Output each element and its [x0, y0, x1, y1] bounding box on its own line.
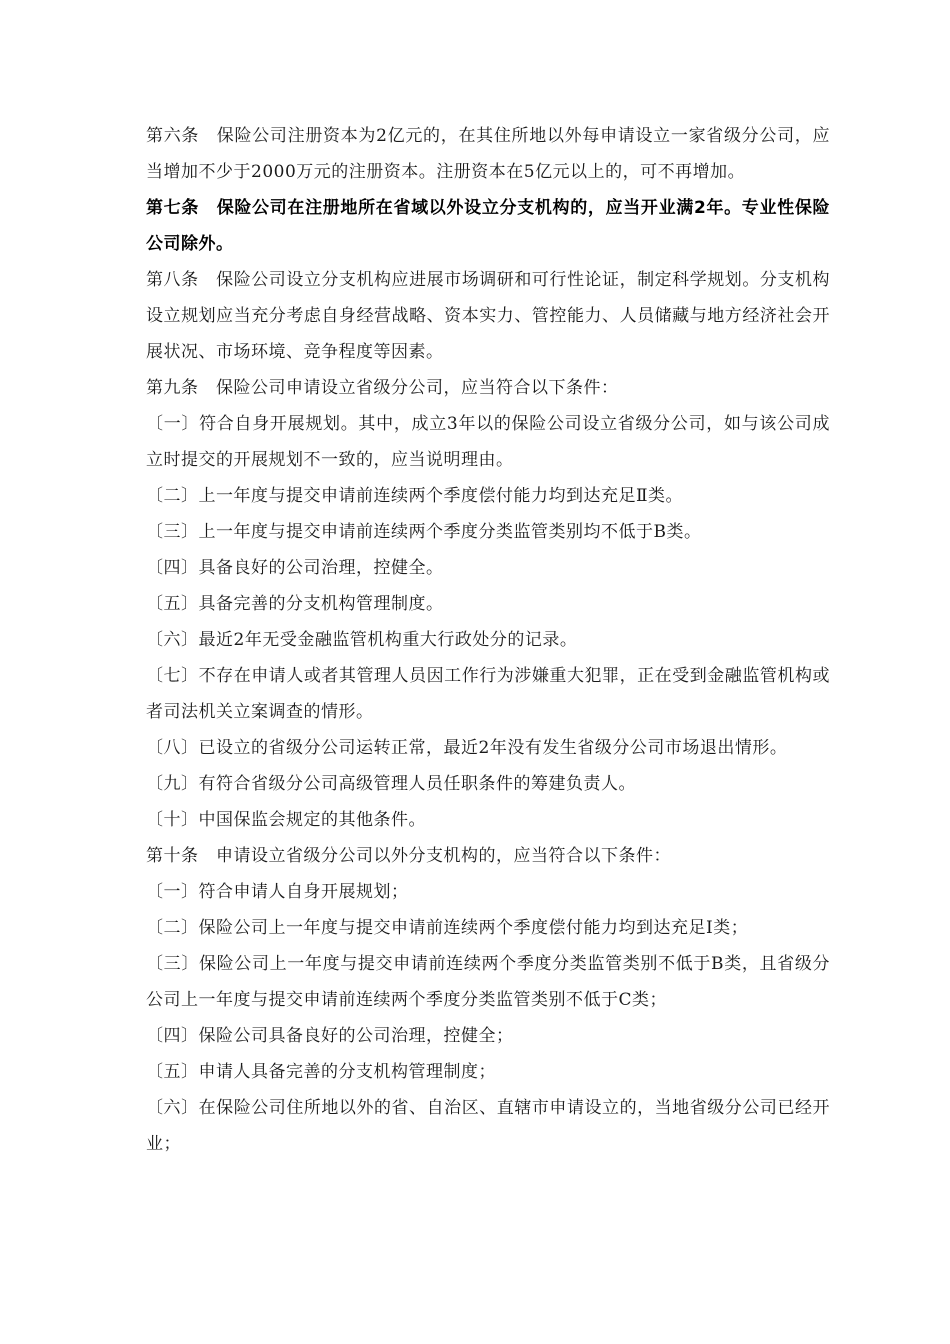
- document-body: [146, 118, 830, 1162]
- article-paragraph: 〔二〕保险公司上一年度与提交申请前连续两个季度偿付能力均到达充足Ⅰ类；: [146, 918, 749, 938]
- article-paragraph: 第八条 保险公司设立分支机构应进展市场调研和可行性论证，制定科学规划。分支机构设立规划应当充分考虑自身经营战略、资本实力、管控能力、人员储藏与地方经济社会开展状况、市场环境、竞争程度等因素。: [146, 270, 830, 362]
- bold-article-paragraph: 第七条 保险公司在注册地所在省域以外设立分支机构的，应当开业满2年。专业性保险公司除外。: [146, 198, 830, 254]
- article-paragraph: 〔十〕中国保监会规定的其他条件。: [146, 810, 426, 830]
- article-paragraph: 〔一〕符合自身开展规划。其中，成立3年以的保险公司设立省级分公司，如与该公司成立时提交的开展规划不一致的，应当说明理由。: [146, 414, 830, 470]
- article-paragraph: 第十条 申请设立省级分公司以外分支机构的，应当符合以下条件：: [146, 846, 671, 866]
- article-paragraph: 〔六〕在保险公司住所地以外的省、自治区、直辖市申请设立的，当地省级分公司已经开业；: [146, 1098, 830, 1154]
- article-paragraph: 〔六〕最近2年无受金融监管机构重大行政处分的记录。: [146, 630, 578, 650]
- article-paragraph: 〔三〕上一年度与提交申请前连续两个季度分类监管类别均不低于B类。: [146, 522, 702, 542]
- article-paragraph: 第九条 保险公司申请设立省级分公司，应当符合以下条件：: [146, 378, 619, 398]
- article-paragraph: 第六条 保险公司注册资本为2亿元的，在其住所地以外每申请设立一家省级分公司，应当增加不少于2000万元的注册资本。注册资本在5亿元以上的，可不再增加。: [146, 126, 830, 182]
- article-paragraph: 〔二〕上一年度与提交申请前连续两个季度偿付能力均到达充足Ⅱ类。: [146, 486, 684, 506]
- article-paragraph: 〔五〕申请人具备完善的分支机构管理制度；: [146, 1062, 496, 1082]
- article-paragraph: 〔三〕保险公司上一年度与提交申请前连续两个季度分类监管类别不低于B类，且省级分公司上一年度与提交申请前连续两个季度分类监管类别不低于C类；: [146, 954, 830, 1010]
- article-paragraph: 〔七〕不存在申请人或者其管理人员因工作行为涉嫌重大犯罪，正在受到金融监管机构或者司法机关立案调查的情形。: [146, 666, 830, 722]
- article-paragraph: 〔一〕符合申请人自身开展规划；: [146, 882, 409, 902]
- article-paragraph: 〔四〕具备良好的公司治理，控健全。: [146, 558, 444, 578]
- article-paragraph: 〔四〕保险公司具备良好的公司治理，控健全；: [146, 1026, 514, 1046]
- article-paragraph: 〔八〕已设立的省级分公司运转正常，最近2年没有发生省级分公司市场退出情形。: [146, 738, 788, 758]
- article-paragraph: 〔五〕具备完善的分支机构管理制度。: [146, 594, 444, 614]
- article-paragraph: 〔九〕有符合省级分公司高级管理人员任职条件的筹建负责人。: [146, 774, 636, 794]
